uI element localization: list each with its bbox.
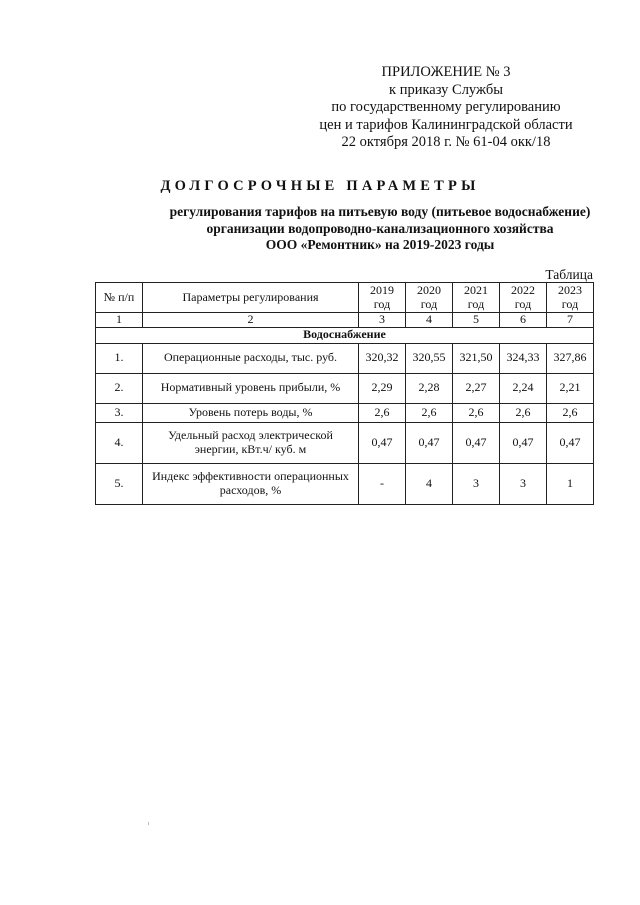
column-number: 4	[406, 313, 453, 328]
appendix-date-line: 22 октября 2018 г. № 61-04 окк/18	[341, 134, 551, 150]
row-value: 3	[453, 463, 500, 504]
row-value: 0,47	[453, 422, 500, 463]
row-value: 0,47	[547, 422, 594, 463]
row-value: 4	[406, 463, 453, 504]
table-caption: Таблица	[545, 267, 593, 282]
section-row	[96, 327, 594, 343]
row-num: 4.	[96, 422, 143, 463]
subtitle-line-3: ООО «Ремонтник» на 2019-2023 годы	[265, 237, 495, 252]
row-value: 2,6	[453, 403, 500, 422]
column-number: 3	[359, 313, 406, 328]
table-row	[96, 422, 594, 463]
row-param: Уровень потерь воды, %	[143, 403, 359, 422]
header-num: № п/п	[96, 283, 143, 313]
parameters-table	[95, 282, 594, 505]
table-row	[96, 343, 594, 373]
header-param: Параметры регулирования	[143, 283, 359, 313]
row-value: 320,55	[406, 343, 453, 373]
row-value: 324,33	[500, 343, 547, 373]
table-header-row	[96, 283, 594, 313]
row-value: 2,6	[359, 403, 406, 422]
row-param: Индекс эффективности операционных расходов, %	[143, 463, 359, 504]
header-year: 2023 год	[547, 283, 594, 313]
table-row	[96, 463, 594, 504]
column-number-row	[96, 313, 594, 328]
row-value: 2,24	[500, 373, 547, 403]
appendix-block	[300, 64, 592, 152]
table-row	[96, 403, 594, 422]
row-num: 3.	[96, 403, 143, 422]
document-subtitle	[100, 204, 640, 254]
appendix-order-line: к приказу Службы	[389, 81, 503, 98]
row-value: 2,29	[359, 373, 406, 403]
header-year: 2019 год	[359, 283, 406, 313]
row-value: 0,47	[406, 422, 453, 463]
row-value: -	[359, 463, 406, 504]
column-number: 1	[96, 313, 143, 328]
row-value: 2,21	[547, 373, 594, 403]
section-title: Водоснабжение	[96, 327, 594, 343]
row-value: 320,32	[359, 343, 406, 373]
subtitle-line-2: организации водопроводно-канализационного хозяйства	[206, 220, 554, 236]
subtitle-line-1: регулирования тарифов на питьевую воду (питьевое водоснабжение)	[169, 204, 591, 219]
row-value: 0,47	[500, 422, 547, 463]
row-num: 1.	[96, 343, 143, 373]
row-value: 1	[547, 463, 594, 504]
table-row	[96, 373, 594, 403]
appendix-title: ПРИЛОЖЕНИЕ № 3	[381, 64, 511, 80]
scan-speck	[148, 822, 149, 825]
column-number: 6	[500, 313, 547, 328]
column-number: 2	[143, 313, 359, 328]
row-value: 2,6	[406, 403, 453, 422]
header-year: 2020 год	[406, 283, 453, 313]
row-value: 321,50	[453, 343, 500, 373]
row-value: 2,6	[547, 403, 594, 422]
appendix-region-line: цен и тарифов Калининградской области	[319, 116, 573, 133]
header-year: 2021 год	[453, 283, 500, 313]
row-param: Нормативный уровень прибыли, %	[143, 373, 359, 403]
row-value: 327,86	[547, 343, 594, 373]
row-value: 0,47	[359, 422, 406, 463]
column-number: 7	[547, 313, 594, 328]
row-value: 2,6	[500, 403, 547, 422]
appendix-service-line: по государственному регулированию	[331, 99, 561, 115]
row-value: 2,28	[406, 373, 453, 403]
row-num: 2.	[96, 373, 143, 403]
row-value: 3	[500, 463, 547, 504]
row-value: 2,27	[453, 373, 500, 403]
row-num: 5.	[96, 463, 143, 504]
header-year: 2022 год	[500, 283, 547, 313]
row-param: Удельный расход электрической энергии, кВт.ч/ куб. м	[143, 422, 359, 463]
document-title: ДОЛГОСРОЧНЫЕ ПАРАМЕТРЫ	[160, 178, 480, 194]
column-number: 5	[453, 313, 500, 328]
row-param: Операционные расходы, тыс. руб.	[143, 343, 359, 373]
